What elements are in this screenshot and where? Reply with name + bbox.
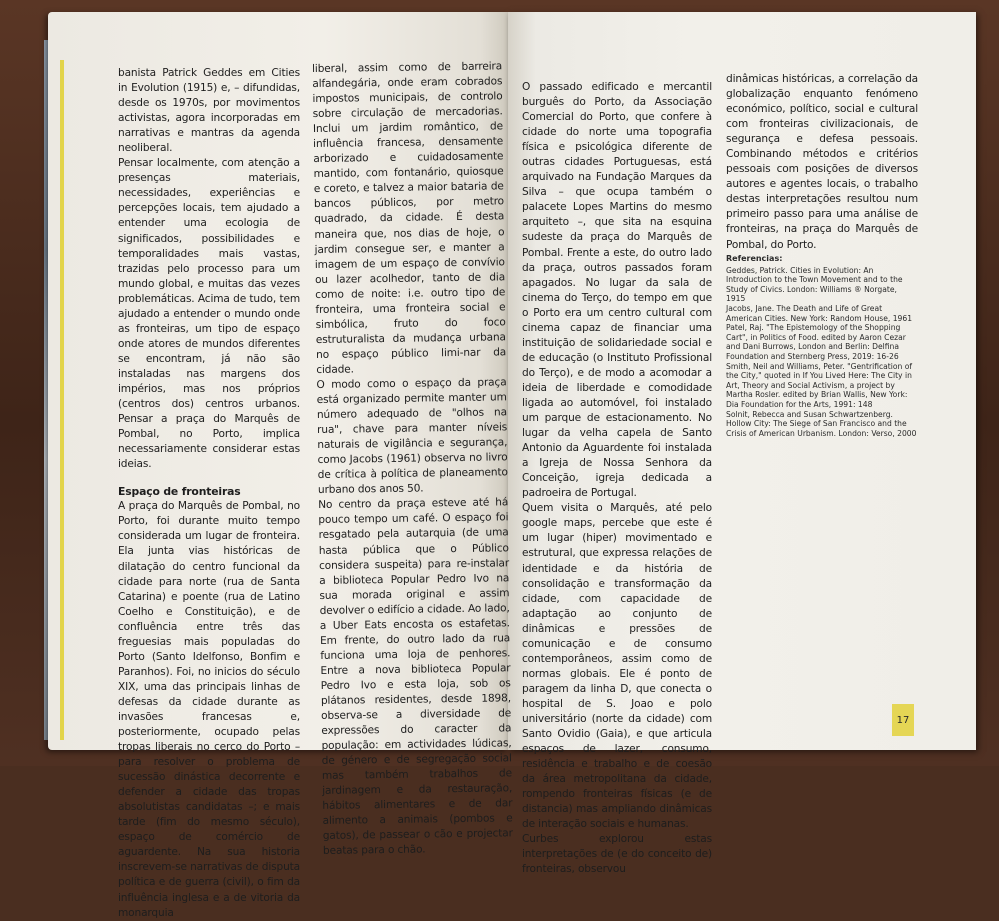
right-page-column-1 xyxy=(522,80,712,877)
section-heading: Espaço de fronteiras xyxy=(118,485,241,499)
reference-item: Patel, Raj. "The Epistemology of the Shopping Cart", in Politics of Food. edited by Aaron Cezar and Dani Burrows, London and Berlin: Delfina Foundation and Sternberg Press, 2019: 16-26 xyxy=(726,323,906,361)
left-page-column-2 xyxy=(312,59,513,859)
reference-item: Smith, Neil and Williams, Peter. "Gentrification of the City," quoted in If You Lived Here: The City in Art, Theory and Social Activism, a project by Martha Rosler. edited by Brian Wallis, New York: Dia Foundation for the Arts, 1991: 148 xyxy=(726,361,913,409)
reference-item: Solnit, Rebecca and Susan Schwartzenberg. Hollow City: The Siege of San Francisco and the Crisis of American Urbanism. London: Verso, 2000 xyxy=(726,409,917,438)
left-page-column-1 xyxy=(118,66,300,921)
right-page-column-2 xyxy=(726,72,918,253)
paragraph: dinâmicas históricas, a correlação da globalização enquanto fenómeno económico, político, social e cultural com fronteiras civilizacionais, de segurança e defesa pessoais. Combinando métodos e critérios pessoais com posições de diversos autores e agentes locais, o trabalho destas interpretações resultou num primeiro passo para uma análise de fronteiras, na praça do Marquês de Pombal, do Porto. xyxy=(726,73,918,251)
paragraph: liberal, assim como de barreira alfandegária, onde eram cobrados impostos municipais, de controlo sobre circulação de mercadorias. Inclui um jardim romântico, de influência francesa, densamente arborizado e cuidadosamente mantido, com fontanário, quiosque e coreto, e talvez a maior bataria de bancos públicos, por metro quadrado, da cidade. É desta maneira que, nos dias de hoje, o jardim consegue ser, e manter a imagem de um espaço de convívio ou lazer acolhedor, tanto de dia como de noite: i.e. outro tipo de fronteira, uma fronteira social e simbólica, fruto do foco estruturalista da mudança urbana no espaço público limi-nar da cidade. xyxy=(312,60,507,376)
references-heading: Referencias: xyxy=(726,254,783,263)
yellow-page-edge xyxy=(60,60,64,740)
paragraph: Quem visita o Marquês, até pelo google maps, percebe que este é um lugar (hiper) movimentado e estrutural, que expressa relações de identidade e da história de consolidação e transformação da cidade, com capacidade de adaptação ao conjunto de dinâmicas e pressões de comunicação e de consumo contemporâneos, assim como de normas globais. Ele é ponto de paragem da linha D, que conecta o hospital de S. Joao e polo universitário (norte da cidade) com Santo Ovidio (Gaia), e que articula espaços de lazer, consumo, residência e trabalho e de coesão da área metropolitana da cidade, rompendo fronteiras físicas (e de distancia) mas ampliando dinâmicas de interação sociais e humanas. xyxy=(522,502,712,831)
paragraph: O passado edificado e mercantil burguês do Porto, da Associação Comercial do Porto, que confere à cidade do norte uma topografia física e psicológica diferente de outras cidades Portuguesas, está arquivado na Fundação Marques da Silva – que ocupa também o palacete Lopes Martins do mesmo arquiteto –, que sita na esquina sudeste da praça do Marquês de Pombal. Frente a este, do outro lado da praça, outros passados foram apagados. No lugar da sala de cinema do Terço, do tempo em que o Porto era um centro cultural com cinema capaz de financiar uma instituição de solidariedade social e de educação (o Instituto Profissional do Terço), e de modo a acomodar a ideia de liberdade e comodidade ligada ao automóvel, foi instalado um parque de estacionamento. No lugar da velha capela de Santo Antonio da Aguardente foi instalada a Igreja de Nossa Senhora da Conceição, igreja dedicada a padroeira de Portugal. xyxy=(522,81,712,500)
paragraph: A praça do Marquês de Pombal, no Porto, foi durante muito tempo considerada um lugar de fronteira. Ela junta vias históricas de dilatação do centro funcional da cidade para norte (rua de Santa Catarina) e poente (rua de Latino Coelho e Constituição), e de confluência entre três das freguesias mais populadas do Porto (Santo Idelfonso, Bonfim e Paranhos). Foi, no inicios do século XIX, uma das principais linhas de defesas da cidade durante as invasões francesas e, posteriormente, ocupado pelas tropas liberais no cerco do Porto – para resolver o problema de sucessão dinástica decorrente e defender a cidade das tropas absolutistas candidatas –; e mais tarde (fim do mesmo século), espaço de comércio de aguardente. Na sua historia inscrevem-se narrativas de disputa política e de guerra (civil), o fim da influência inglesa e a de vitoria da monarquia xyxy=(118,500,300,919)
paragraph: No centro da praça esteve até há pouco tempo um café. O espaço foi resgatado pela autarquia (de uma hasta pública que o Público considera suspeita) para re-instalar a biblioteca Popular Pedro Ivo na sua morada original e assim devolver o edifício a cidade. Ao lado, a Uber Eats encosta os estafetas. Em frente, do outro lado da rua funciona uma loja de penhores. Entre a nova biblioteca Popular Pedro Ivo e esta loja, sob os plátanos residentes, desde 1898, observa-se a diversidade de expressões do caracter da população: em actividades lúdicas, de género e de segregação social mas também trabalhos de jardinagem e da restauração, hábitos alimentares e de dar alimento a animais (pombos e gatos), de passear o cão e projectar beatas para o chão. xyxy=(318,496,513,858)
paragraph: banista Patrick Geddes em Cities in Evolution (1915) e, – difundidas, desde os 1970s, por movimentos activistas, agora incorporadas em narrativas e mantras da agenda neoliberal. xyxy=(118,67,300,155)
page-number: 17 xyxy=(892,704,914,736)
paragraph: Curbes explorou estas interpretações de (e do conceito de) fronteiras, observou xyxy=(522,833,712,876)
reference-item: Jacobs, Jane. The Death and Life of Great American Cities. New York: Random House, 1961 xyxy=(726,303,913,323)
reference-item: Geddes, Patrick. Cities in Evolution: An Introduction to the Town Movement and to the Study of Civics. London: Williams ® Norgate, 1915 xyxy=(726,265,903,304)
paragraph: O modo como o espaço da praça está organizado permite manter um número adequado de "olhos na rua", chave para manter níveis naturais de vigilância e segurança, como Jacobs (1961) observa no livro de crítica à política de planeamento urbano dos anos 50. xyxy=(316,376,508,497)
paragraph: Pensar localmente, com atenção a presenças materiais, necessidades, experiências e percepções locais, tem ajudado a entender uma ecologia de significados, possibilidades e temporalidades mais vastas, trazidas pelo processo para um mundo global, e muitas das vezes problemáticas. Acima de tudo, tem ajudado a entender o mundo onde as fronteiras, um tipo de espaço onde atores de mundos diferentes se encontram, já não são instaladas nas margens dos impérios, mas nos próprios (centros dos) centros urbanos. Pensar a praça do Marquês de Pombal, no Porto, implica necessariamente considerar estas ideias. xyxy=(118,157,300,471)
references-list xyxy=(726,254,918,438)
